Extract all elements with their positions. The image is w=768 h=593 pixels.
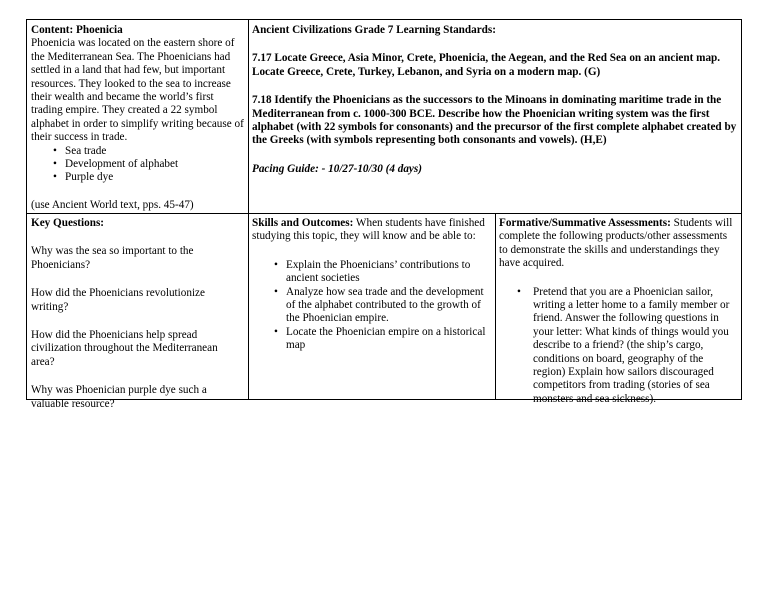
skills-bullet-list [252,257,491,353]
skills-heading: Skills and Outcomes: [252,217,354,229]
assessments-bullet-list [499,284,737,407]
key-questions-cell [26,213,249,410]
standard-item: 7.17 Locate Greece, Asia Minor, Crete, Phoenicia, the Aegean, and the Red Sea on an ancient map. Locate Greece, Crete, Turkey, Lebanon, and Syria on a modern map. (G) [252,52,721,78]
content-heading: Content: Phoenicia [31,24,123,36]
assessments-intro [499,217,737,271]
list-item: • Locate the Phoenician empire on a historical map [252,326,491,353]
skills-outcomes-cell [248,213,496,400]
text-reference-note: (use Ancient World text, pps. 45-47) [31,198,194,211]
standard-item: 7.18 Identify the Phoenicians as the successors to the Minoans in dominating maritime trade in the Mediterranean from c. 1000-300 BCE. Describe how the Phoenician writing system was the first alphabet (with 22 symbols for consonants) and the precursor of the first complete alphabet created by the Greeks (with symbols representing both consonants and vowels). (H,E) [252,94,737,147]
question-item: Why was the sea so important to the Phoenicians? [31,245,194,271]
list-item: • Pretend that you are a Phoenician sailor, writing a letter home to a family member or friend. Answer the following questions in your letter: What kinds of things would you describe to a friend? (the ship’s cargo, conditions on board, geography of the region) Explain how sailors discouraged competitors from trading (stories of sea monsters and sea sickness). [499,286,737,407]
list-item: • Explain the Phoenicians’ contributions to ancient societies [252,259,491,286]
standards-heading: Ancient Civilizations Grade 7 Learning Standards: [252,24,496,36]
list-item: • Sea trade [31,145,244,158]
skills-intro-text: When students have finished studying this topic, they will know and be able to: [252,217,485,243]
content-bullet-list [31,145,244,185]
assessments-cell [495,213,742,405]
standards-cell [248,19,742,214]
list-item: • Development of alphabet [31,158,244,171]
skills-intro [252,217,491,244]
question-item: Why was Phoenician purple dye such a valuable resource? [31,384,207,410]
key-questions-heading: Key Questions: [31,217,105,229]
pacing-guide: Pacing Guide: - 10/27-10/30 (4 days) [252,162,422,175]
list-item: • Purple dye [31,171,244,184]
assessments-intro-text: Students will complete the following products/other assessments to demonstrate the skills and understandings they have acquired. [499,217,733,270]
content-cell [26,19,249,214]
content-paragraph: Phoenicia was located on the eastern shore of the Mediterranean Sea. The Phoenicians had settled in a land that had few, but important resources. They looked to the sea to increase their wealth and became the world’s first trading empire. They created a 22 symbol alphabet in order to simplify writing because of their success in trade. [31,37,244,144]
question-item: How did the Phoenicians help spread civilization throughout the Mediterranean area? [31,329,218,368]
assessments-heading: Formative/Summative Assessments: [499,217,671,229]
question-item: How did the Phoenicians revolutionize writing? [31,287,205,313]
list-item: • Analyze how sea trade and the development of the alphabet contributed to the growth of the Phoenician empire. [252,286,491,326]
